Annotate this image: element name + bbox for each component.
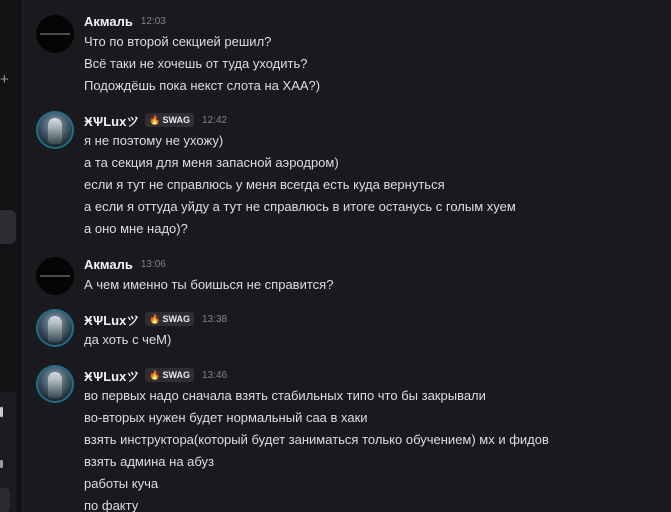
- badge-label: SWAG: [162, 115, 191, 125]
- message-line: Что по второй секцией решил?: [84, 34, 272, 49]
- message-line: А чем именно ты боишься не справится?: [84, 277, 334, 292]
- sidebar-item[interactable]: [0, 488, 10, 512]
- message-line: во-вторых нужен будет нормальный саа в хаки: [84, 410, 368, 425]
- message-line: работы куча: [84, 476, 159, 491]
- avatar[interactable]: [36, 365, 74, 403]
- timestamp: 13:38: [202, 313, 228, 325]
- message-header: [84, 11, 166, 31]
- message-line: во первых надо сначала взять стабильных типо что бы закрывали: [84, 388, 486, 403]
- message-line: по факту: [84, 498, 139, 512]
- message-header: [84, 110, 227, 130]
- fire-icon: 🔥: [149, 114, 161, 125]
- message-line: Всё таки не хочешь от туда уходить?: [84, 56, 308, 71]
- message-line: а если я оттуда уйду а тут не справлюсь в итоге останусь с голым хуем: [84, 199, 516, 214]
- avatar[interactable]: [36, 257, 74, 295]
- message-header: [84, 309, 227, 329]
- timestamp: 13:06: [140, 258, 166, 270]
- message-content: [84, 274, 333, 296]
- message-line: а та секция для меня запасной аэродром): [84, 155, 339, 170]
- username[interactable]: Акмаль: [84, 13, 133, 29]
- fire-icon: 🔥: [149, 313, 161, 324]
- badge-label: SWAG: [162, 370, 191, 380]
- timestamp: 12:03: [140, 15, 166, 27]
- role-badge[interactable]: [145, 312, 194, 326]
- username[interactable]: ӾѰLuxツ: [84, 312, 140, 328]
- sidebar-indicator: [0, 407, 3, 417]
- message-line: а оно мне надо)?: [84, 221, 188, 236]
- avatar[interactable]: [36, 309, 74, 347]
- sidebar-active-item[interactable]: [0, 210, 16, 244]
- timestamp: 13:46: [202, 369, 228, 381]
- message-line: Подождёшь пока некст слота на ХАА?): [84, 78, 321, 93]
- username[interactable]: ӾѰLuxツ: [84, 113, 140, 129]
- message-header: [84, 254, 166, 274]
- message-content: [84, 329, 171, 351]
- sidebar-indicator: [0, 460, 3, 468]
- message-content: [84, 385, 549, 512]
- username[interactable]: ӾѰLuxツ: [84, 368, 140, 384]
- avatar[interactable]: [36, 111, 74, 149]
- message-content: [84, 130, 516, 240]
- avatar[interactable]: [36, 15, 74, 53]
- add-server-icon[interactable]: +: [0, 71, 9, 88]
- server-sidebar: [0, 0, 23, 512]
- message-line: да хоть с чеМ): [84, 332, 172, 347]
- message-line: взять инструктора(который будет заниматься только обучением) мх и фидов: [84, 432, 549, 447]
- role-badge[interactable]: [145, 368, 194, 382]
- message-line: я не поэтому не ухожу): [84, 133, 224, 148]
- message-line: если я тут не справлюсь у меня всегда есть куда вернуться: [84, 177, 445, 192]
- message-header: [84, 365, 227, 385]
- message-line: взять админа на абуз: [84, 454, 215, 469]
- message-content: [84, 31, 320, 97]
- username[interactable]: Акмаль: [84, 256, 133, 272]
- role-badge[interactable]: [145, 113, 194, 127]
- badge-label: SWAG: [162, 314, 191, 324]
- timestamp: 12:42: [202, 114, 228, 126]
- fire-icon: 🔥: [149, 369, 161, 380]
